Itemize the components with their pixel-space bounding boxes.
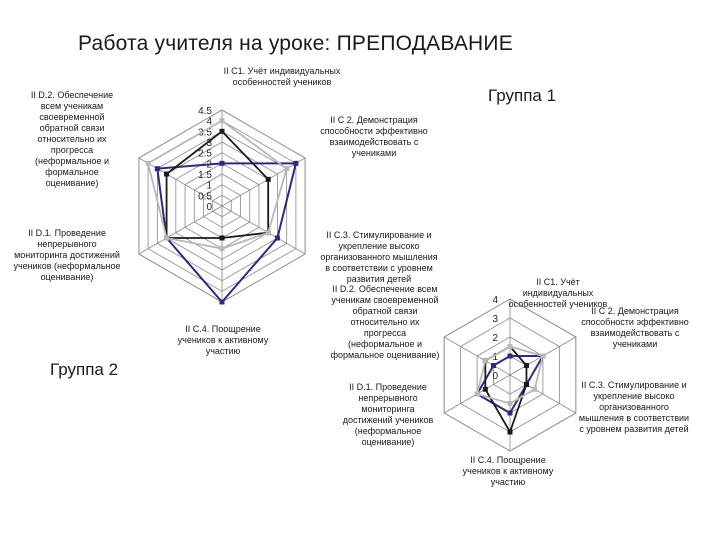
chart1-series-point-3 [146,161,151,166]
chart2-series-point-2 [524,382,529,387]
chart1-series-point-1 [293,161,298,166]
chart2-axis-label-c4: II C.4. Поощрение учеников к активному участию [462,455,554,487]
chart2-tick-label: 2 [492,333,498,344]
chart1-series-point-3 [164,236,169,241]
chart1-axis-label-d2: II D.2. Обеспечение всем ученикам своевременной обратной связи относительно их прогресса (неформальное и формальное оценивание) [30,90,114,188]
chart2-series-point-3 [540,354,545,359]
chart1-tick-label: 0 [206,202,212,213]
chart2-tick-label: 3 [492,314,498,325]
chart1-axis-label-c3: II C.3. Стимулирование и укрепление высоко организованного мышления в соответствии с уровнем развития детей [320,230,438,284]
chart1-tick-label: 4.5 [198,106,212,117]
chart1-series-line-1 [157,163,296,302]
chart1-series-point-2 [266,177,271,182]
chart1-tick-label: 3.5 [198,127,212,139]
chart2-series-point-3 [483,358,488,363]
chart2-tick-label: 0 [492,371,498,382]
chart1-series-point-3 [266,230,271,235]
chart1-tick-label: 4 [206,116,212,128]
page-title: Работа учителя на уроке: ПРЕПОДАВАНИЕ [78,32,513,55]
chart1-series-point-3 [284,166,289,171]
chart2-axis-label-c1: II C1. Учёт индивидуальных особенностей учеников [508,277,608,309]
chart1-series-point-1 [275,236,280,241]
chart1-series-point-2 [164,172,169,177]
chart1-tick-label: 3 [206,138,212,149]
chart2-axis-label-d2: II D.2. Обеспечение всем ученикам своевременной обратной связи относительно их прогресса (неформальное и формальное оценивание) [330,284,440,360]
chart1-axis-label-d1: II D.1. Проведение непрерывного мониторинга достижений учеников (неформальное оценивание) [13,228,121,282]
chart1-axis-spoke [222,206,305,254]
chart1-series-line-3 [148,121,287,249]
chart2-series-point-3 [475,392,480,397]
chart1-series-line-2 [167,131,269,238]
chart1-series-point-3 [220,118,225,123]
chart1-series-point-1 [220,161,225,166]
chart2-series-point-2 [508,430,513,435]
chart1-series-point-1 [155,166,160,171]
chart2-axis-label-c3: II C.3. Стимулирование и укрепление высоко организованного мышления в соответствии с уровнем развития детей [578,380,690,434]
chart2-series-point-3 [532,387,537,392]
chart1-series-point-1 [220,300,225,305]
chart1-axis-spoke [222,158,305,206]
chart1-axis-label-c2: II C 2. Демонстрация способности эффективно взаимодействовать с учениками [320,115,428,158]
chart2-tick-label: 4 [492,295,498,306]
chart2-series-point-2 [524,363,529,368]
chart1-series-point-2 [220,236,225,241]
chart1-series-point-2 [220,129,225,134]
group1-label: Группа 1 [488,86,557,105]
chart1-tick-label: 0.5 [198,191,212,203]
chart1-tick-label: 1 [206,180,212,192]
chart2-series-point-3 [508,344,513,349]
chart1-axis-label-c4: II C.4. Поощрение учеников к активному участию [177,324,269,356]
chart1-axis-label-c1: II C1. Учёт индивидуальных особенностей учеников [223,66,341,87]
chart1-tick-label: 2.5 [198,148,212,160]
chart2-axis-label-d1: II D.1. Проведение непрерывного мониторинга достижений учеников (неформальное оценивание) [342,382,434,447]
chart1-tick-label: 2 [206,159,212,171]
chart2-axis-label-c2: II C 2. Демонстрация способности эффективно взаимодействовать с учениками [581,306,689,349]
chart2-series-point-2 [483,387,488,392]
chart2-series-point-3 [508,401,513,406]
chart2-tick-label: 1 [492,352,498,363]
chart2-series-point-1 [508,411,513,416]
group2-label: Группа 2 [50,360,119,379]
chart1-tick-label: 1.5 [198,170,212,181]
chart2-series-point-1 [491,363,496,368]
chart1-series-point-3 [220,246,225,251]
chart2-series-point-1 [508,354,513,359]
